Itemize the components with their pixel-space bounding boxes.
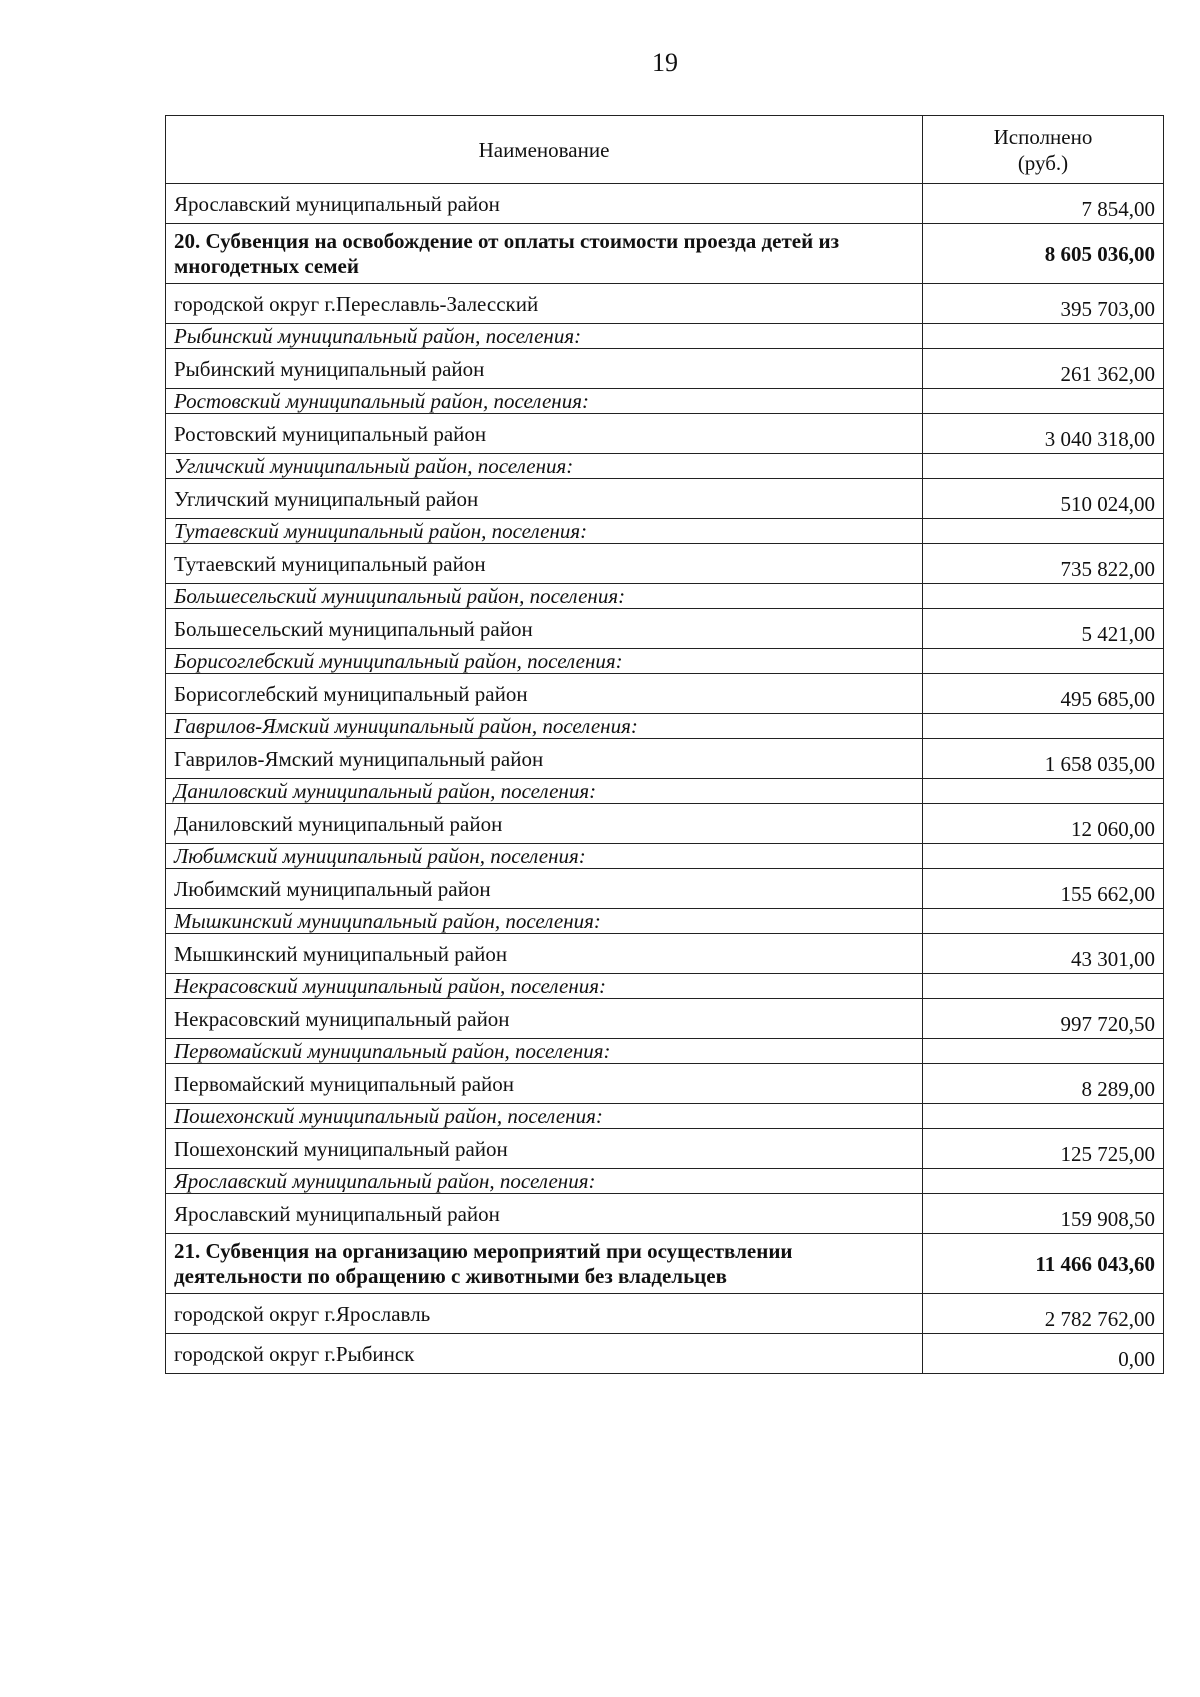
table-row xyxy=(166,674,1164,714)
row-value-cell: 43 301,00 xyxy=(923,934,1164,974)
subheading-row xyxy=(166,649,1164,674)
table-row xyxy=(166,999,1164,1039)
row-name-cell: Некрасовский муниципальный район, поселения: xyxy=(166,974,923,999)
table-row xyxy=(166,414,1164,454)
row-value-cell: 395 703,00 xyxy=(923,284,1164,324)
row-value-cell xyxy=(923,519,1164,544)
row-value-cell: 8 605 036,00 xyxy=(923,224,1164,284)
row-value-cell xyxy=(923,714,1164,739)
page-number: 19 xyxy=(652,48,678,77)
subheading-row xyxy=(166,779,1164,804)
row-value-cell: 495 685,00 xyxy=(923,674,1164,714)
row-name-cell: Некрасовский муниципальный район xyxy=(166,999,923,1039)
subheading-row xyxy=(166,519,1164,544)
row-value-cell xyxy=(923,779,1164,804)
row-value-cell xyxy=(923,454,1164,479)
row-value-cell xyxy=(923,1104,1164,1129)
row-value-cell: 261 362,00 xyxy=(923,349,1164,389)
row-value-cell xyxy=(923,1169,1164,1194)
row-name-cell: Ярославский муниципальный район, поселения: xyxy=(166,1169,923,1194)
table-row xyxy=(166,1294,1164,1334)
budget-execution-table xyxy=(165,115,1164,1374)
table-row xyxy=(166,739,1164,779)
row-name-cell: Мышкинский муниципальный район, поселения: xyxy=(166,909,923,934)
row-value-cell: 11 466 043,60 xyxy=(923,1234,1164,1294)
row-name-cell: 21. Субвенция на организацию мероприятий при осуществлении деятельности по обращению с животными без владельцев xyxy=(166,1234,923,1294)
row-value-cell xyxy=(923,389,1164,414)
table-row xyxy=(166,804,1164,844)
row-value-cell xyxy=(923,974,1164,999)
row-name-cell: Пошехонский муниципальный район xyxy=(166,1129,923,1169)
row-value-cell: 155 662,00 xyxy=(923,869,1164,909)
section-row xyxy=(166,224,1164,284)
row-name-cell: Большесельский муниципальный район xyxy=(166,609,923,649)
row-name-cell: Мышкинский муниципальный район xyxy=(166,934,923,974)
row-value-cell: 2 782 762,00 xyxy=(923,1294,1164,1334)
table-row xyxy=(166,479,1164,519)
table-row xyxy=(166,349,1164,389)
row-value-cell: 735 822,00 xyxy=(923,544,1164,584)
subheading-row xyxy=(166,974,1164,999)
subheading-row xyxy=(166,389,1164,414)
row-name-cell: Большесельский муниципальный район, поселения: xyxy=(166,584,923,609)
subheading-row xyxy=(166,454,1164,479)
table-row xyxy=(166,1064,1164,1104)
header-name-cell: Наименование xyxy=(166,116,923,184)
table-row xyxy=(166,1129,1164,1169)
subheading-row xyxy=(166,1169,1164,1194)
row-name-cell: Ярославский муниципальный район xyxy=(166,184,923,224)
table-row xyxy=(166,184,1164,224)
row-name-cell: Ростовский муниципальный район, поселения: xyxy=(166,389,923,414)
row-name-cell: Угличский муниципальный район xyxy=(166,479,923,519)
header-value-line2: (руб.) xyxy=(1017,150,1069,175)
table-row xyxy=(166,544,1164,584)
row-name-cell: городской округ г.Переславль-Залесский xyxy=(166,284,923,324)
table-header-row xyxy=(166,116,1164,184)
row-name-cell: городской округ г.Рыбинск xyxy=(166,1334,923,1374)
subheading-row xyxy=(166,584,1164,609)
row-name-cell: Первомайский муниципальный район xyxy=(166,1064,923,1104)
row-value-cell: 510 024,00 xyxy=(923,479,1164,519)
row-value-cell: 125 725,00 xyxy=(923,1129,1164,1169)
section-row xyxy=(166,1234,1164,1294)
row-name-cell: Любимский муниципальный район, поселения: xyxy=(166,844,923,869)
table-row xyxy=(166,1334,1164,1374)
row-name-cell: Угличский муниципальный район, поселения: xyxy=(166,454,923,479)
row-name-cell: Гаврилов-Ямский муниципальный район, поселения: xyxy=(166,714,923,739)
row-value-cell xyxy=(923,324,1164,349)
subheading-row xyxy=(166,714,1164,739)
header-value-line1: Исполнено xyxy=(993,124,1093,149)
row-value-cell: 997 720,50 xyxy=(923,999,1164,1039)
row-value-cell: 5 421,00 xyxy=(923,609,1164,649)
row-value-cell xyxy=(923,844,1164,869)
header-value-cell xyxy=(923,116,1164,184)
table-row xyxy=(166,869,1164,909)
subheading-row xyxy=(166,1039,1164,1064)
row-name-cell: Пошехонский муниципальный район, поселения: xyxy=(166,1104,923,1129)
row-name-cell: Тутаевский муниципальный район xyxy=(166,544,923,584)
subheading-row xyxy=(166,1104,1164,1129)
row-name-cell: Тутаевский муниципальный район, поселения: xyxy=(166,519,923,544)
row-name-cell: Борисоглебский муниципальный район xyxy=(166,674,923,714)
row-value-cell: 8 289,00 xyxy=(923,1064,1164,1104)
table-row xyxy=(166,609,1164,649)
row-value-cell xyxy=(923,584,1164,609)
row-value-cell: 0,00 xyxy=(923,1334,1164,1374)
row-name-cell: Гаврилов-Ямский муниципальный район xyxy=(166,739,923,779)
row-value-cell xyxy=(923,649,1164,674)
row-value-cell xyxy=(923,1039,1164,1064)
row-value-cell: 3 040 318,00 xyxy=(923,414,1164,454)
row-name-cell: 20. Субвенция на освобождение от оплаты стоимости проезда детей из многодетных семей xyxy=(166,224,923,284)
subheading-row xyxy=(166,844,1164,869)
row-name-cell: Борисоглебский муниципальный район, поселения: xyxy=(166,649,923,674)
row-value-cell xyxy=(923,909,1164,934)
table-row xyxy=(166,934,1164,974)
row-name-cell: городской округ г.Ярославль xyxy=(166,1294,923,1334)
row-value-cell: 7 854,00 xyxy=(923,184,1164,224)
table-row xyxy=(166,1194,1164,1234)
row-name-cell: Даниловский муниципальный район, поселения: xyxy=(166,779,923,804)
row-value-cell: 12 060,00 xyxy=(923,804,1164,844)
row-name-cell: Ярославский муниципальный район xyxy=(166,1194,923,1234)
table-body xyxy=(166,116,1164,1374)
row-name-cell: Даниловский муниципальный район xyxy=(166,804,923,844)
subheading-row xyxy=(166,909,1164,934)
row-name-cell: Любимский муниципальный район xyxy=(166,869,923,909)
row-name-cell: Рыбинский муниципальный район xyxy=(166,349,923,389)
row-value-cell: 159 908,50 xyxy=(923,1194,1164,1234)
row-name-cell: Ростовский муниципальный район xyxy=(166,414,923,454)
row-value-cell: 1 658 035,00 xyxy=(923,739,1164,779)
row-name-cell: Первомайский муниципальный район, поселения: xyxy=(166,1039,923,1064)
subheading-row xyxy=(166,324,1164,349)
row-name-cell: Рыбинский муниципальный район, поселения: xyxy=(166,324,923,349)
table-row xyxy=(166,284,1164,324)
